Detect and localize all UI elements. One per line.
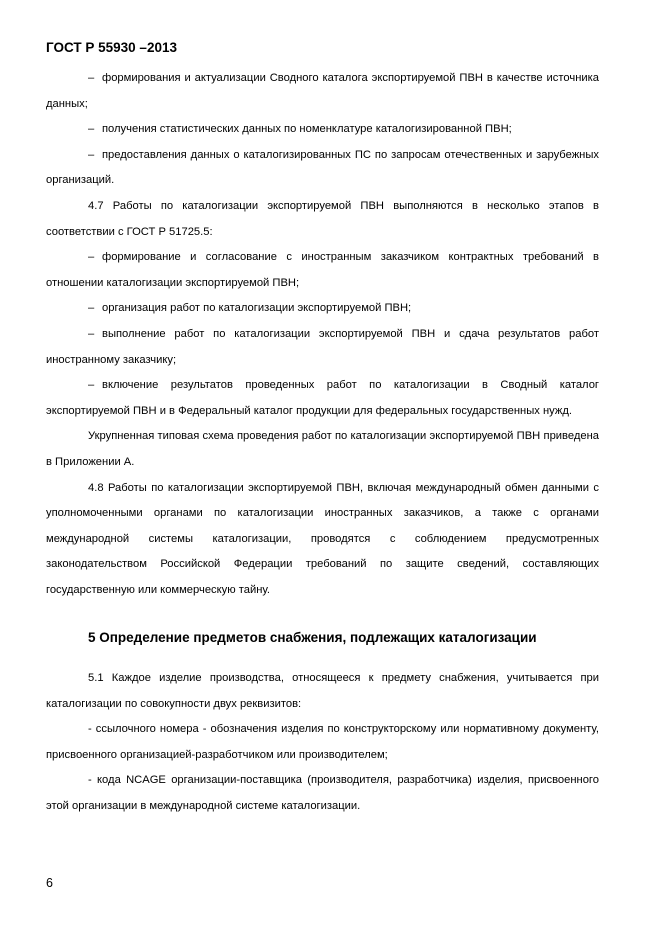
list-item xyxy=(46,245,599,296)
dash-marker: – xyxy=(88,72,95,84)
list-item-text: получения статистических данных по номенклатуре каталогизированной ПВН; xyxy=(102,123,512,136)
section-5-heading: 5 Определение предметов снабжения, подлежащих каталогизации xyxy=(88,630,537,646)
dash-marker: – xyxy=(88,327,95,340)
paragraph-4-8: 4.8 Работы по каталогизации экспортируемой ПВН, включая международный обмен данными с уполномоченными органами по каталогизации иностранных заказчиков, а также с органами международной системы каталогизации, проводятся с соблюдением предусмотренных законодательством Российской Федерации требований по защите сведений, составляющих государственную или коммерческую тайну. xyxy=(46,481,599,596)
list-item xyxy=(46,322,599,373)
paragraph-scheme: Укрупненная типовая схема проведения работ по каталогизации экспортируемой ПВН приведена в Приложении А. xyxy=(46,430,599,468)
dash-marker: – xyxy=(88,379,95,392)
list-item xyxy=(46,373,599,424)
page-body xyxy=(46,66,599,820)
list-item-text: включение результатов проведенных работ по каталогизации в Сводный каталог экспортируемой ПВН и в Федеральный каталог продукции для федеральных государственных нужд. xyxy=(46,379,599,417)
page-number: 6 xyxy=(46,876,53,890)
dash-marker: – xyxy=(88,302,95,315)
dash-marker: – xyxy=(88,148,95,161)
list-item-text: формирование и согласование с иностранным заказчиком контрактных требований в отношении каталогизации экспортируемой ПВН; xyxy=(46,251,599,289)
paragraph-4-7: 4.7 Работы по каталогизации экспортируемой ПВН выполняются в несколько этапов в соответствии с ГОСТ Р 51725.5: xyxy=(46,199,599,238)
list-item-text: выполнение работ по каталогизации экспортируемой ПВН и сдача результатов работ иностранному заказчику; xyxy=(46,327,599,366)
list-item xyxy=(46,66,599,117)
list-item: - ссылочного номера - обозначения изделия по конструкторскому или нормативному документу, присвоенного организацией-разработчиком или производителем; xyxy=(46,723,599,761)
dash-marker: – xyxy=(88,123,95,136)
list-item xyxy=(46,143,599,194)
list-item xyxy=(46,296,599,322)
dash-marker: – xyxy=(88,251,95,264)
list-item: - кода NCAGE организации-поставщика (производителя, разработчика) изделия, присвоенного этой организации в международной системе каталогизации. xyxy=(46,774,599,813)
list-item-text: формирования и актуализации Сводного каталога экспортируемой ПВН в качестве источника данных; xyxy=(46,72,599,110)
paragraph-5-1: 5.1 Каждое изделие производства, относящееся к предмету снабжения, учитывается при каталогизации по совокупности двух реквизитов: xyxy=(46,672,599,710)
list-item xyxy=(46,117,599,143)
list-item-text: организация работ по каталогизации экспортируемой ПВН; xyxy=(102,302,412,315)
document-header: ГОСТ Р 55930 –2013 xyxy=(46,40,177,55)
list-item-text: предоставления данных о каталогизированных ПС по запросам отечественных и зарубежных организаций. xyxy=(46,148,599,187)
